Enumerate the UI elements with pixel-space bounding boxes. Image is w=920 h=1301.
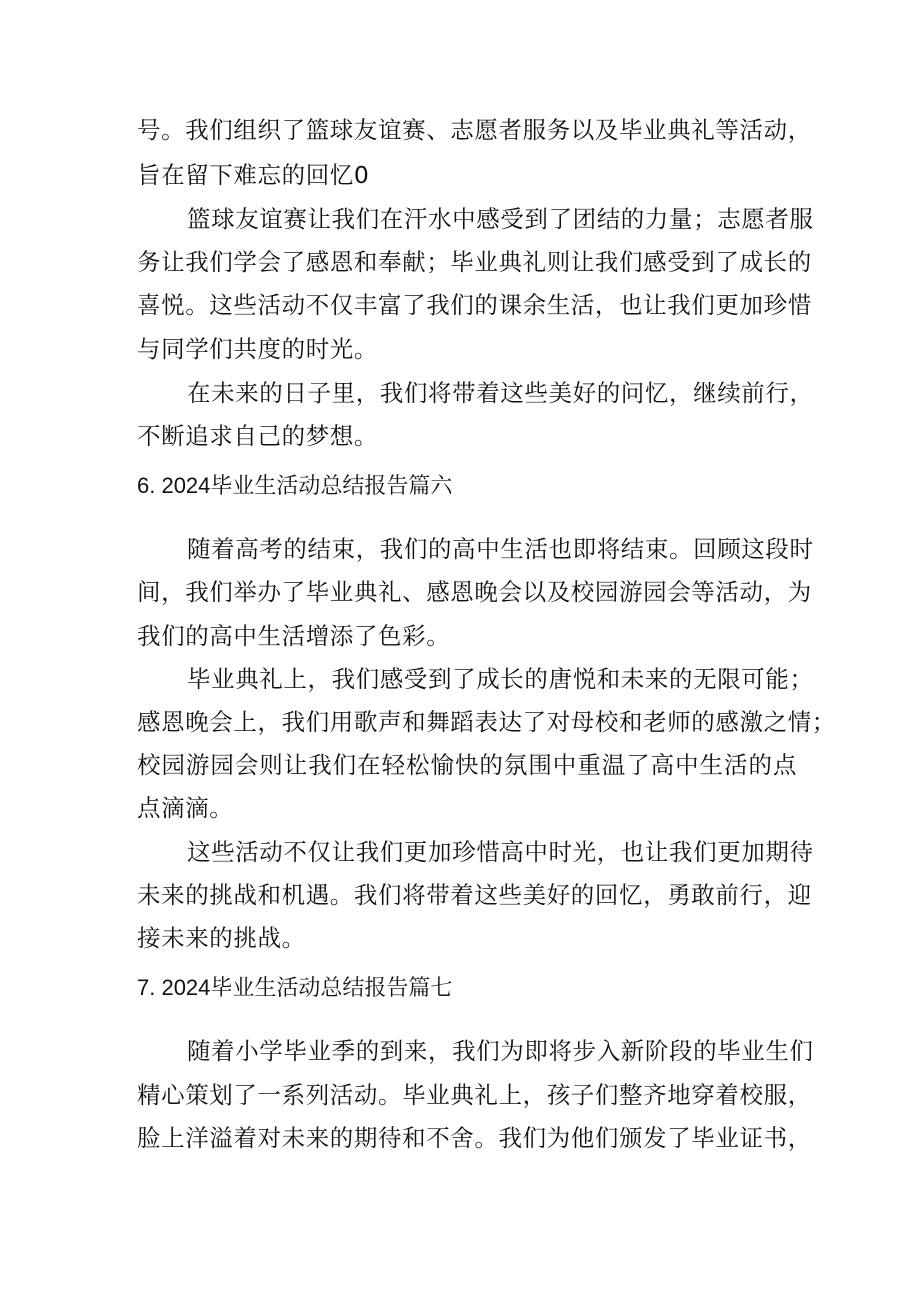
- section-heading: 7. 2024毕业生活动总结报告篇七: [137, 975, 453, 1000]
- paragraph-line: 喜悦。这些活动不仅丰富了我们的课余生活，也让我们更加珍惜: [137, 291, 812, 319]
- paragraph-line: 旨在留下难忘的回忆0: [137, 161, 370, 189]
- paragraph-line: 随着高考的结束，我们的高中生活也即将结束。回顾这段时: [187, 535, 814, 563]
- paragraph-line: 精心策划了一系列活动。毕业典礼上，孩子们整齐地穿着校服，: [137, 1081, 812, 1109]
- paragraph-line: 毕业典礼上，我们感受到了成长的唐悦和未来的无限可能；: [187, 665, 814, 693]
- paragraph-line: 随着小学毕业季的到来，我们为即将步入新阶段的毕业生们: [187, 1037, 814, 1065]
- paragraph-line: 校园游园会则让我们在轻松愉快的氛围中重温了高中生活的点: [137, 751, 797, 779]
- paragraph-line: 与同学们共度的时光。: [137, 335, 378, 363]
- paragraph-line: 间，我们举办了毕业典礼、感恩晚会以及校园游园会等活动，为: [137, 578, 812, 606]
- paragraph-line: 我们的高中生活增添了色彩。: [137, 622, 451, 650]
- paragraph-line: 号。我们组织了篮球友谊赛、志愿者服务以及毕业典礼等活动，: [137, 116, 812, 144]
- paragraph-line: 脸上洋溢着对未来的期待和不舍。我们为他们颁发了毕业证书，: [137, 1124, 812, 1152]
- paragraph-line: 务让我们学会了感恩和奉献；毕业典礼则让我们感受到了成长的: [137, 248, 812, 276]
- paragraph-line: 点滴滴。: [137, 794, 234, 822]
- paragraph-line: 这些活动不仅让我们更加珍惜高中时光，也让我们更加期待: [187, 838, 814, 866]
- paragraph-line: 接未来的挑战。: [137, 924, 306, 952]
- paragraph-line: 不断追求自己的梦想。: [137, 422, 378, 450]
- paragraph-line: 感恩晚会上，我们用歌声和舞蹈表达了对母校和老师的感激之情；: [137, 708, 836, 736]
- paragraph-line: 篮球友谊赛让我们在汗水中感受到了团结的力量；志愿者服: [187, 205, 814, 233]
- paragraph-line: 在未来的日子里，我们将带着这些美好的问忆，继续前行，: [187, 379, 814, 407]
- paragraph-line: 未来的挑战和机遇。我们将带着这些美好的回忆，勇敢前行，迎: [137, 881, 812, 909]
- section-heading: 6. 2024毕业生活动总结报告篇六: [137, 473, 453, 498]
